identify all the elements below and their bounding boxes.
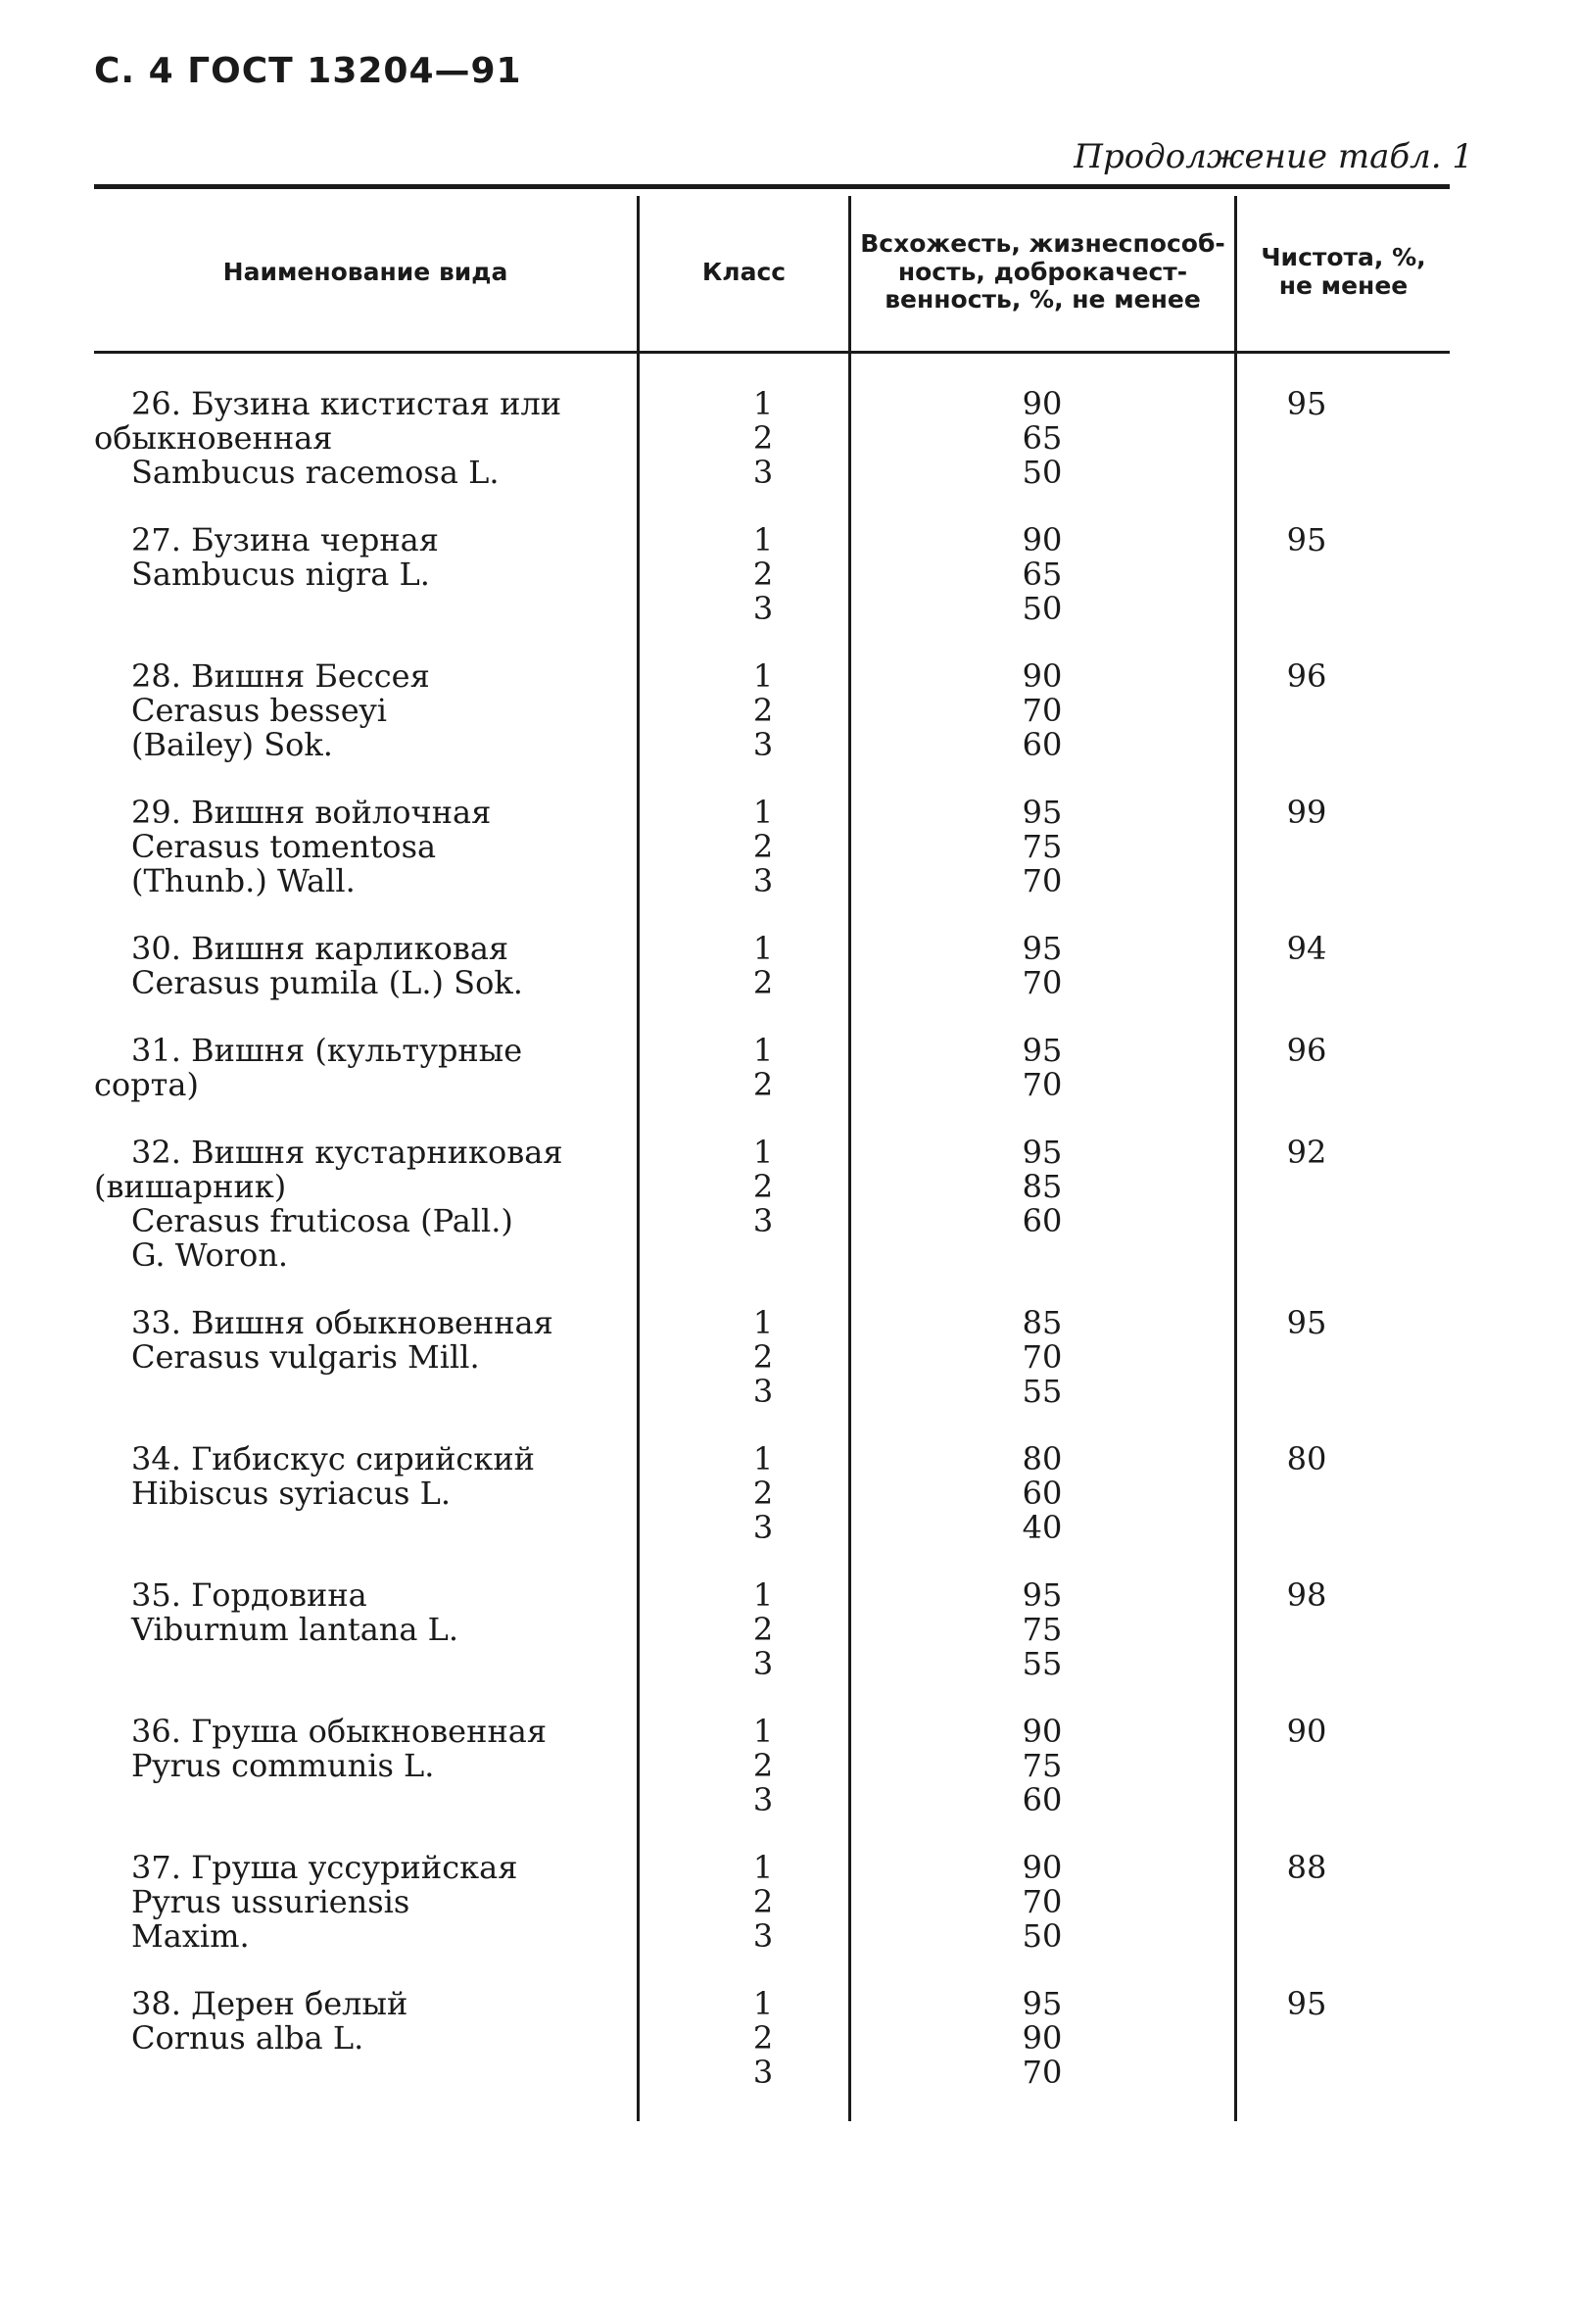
column-header-purity: [1237, 196, 1450, 349]
table-row: [94, 659, 1450, 762]
column-header-species-name: [94, 196, 637, 349]
species-name-line: Cerasus vulgaris Mill.: [131, 1338, 480, 1376]
germination-value: 40: [1022, 1509, 1063, 1546]
germination-value: 95: [1022, 930, 1063, 967]
germination-value: 60: [1022, 1475, 1063, 1512]
purity-cell: [1158, 659, 1450, 762]
species-name-line: Sambucus nigra L.: [131, 556, 430, 593]
germination-value: 60: [1022, 726, 1063, 763]
column-header-line: Всхожесть, жизнеспособ-: [860, 228, 1225, 258]
species-name-cell: [94, 932, 639, 1000]
purity-cell: [1158, 1442, 1450, 1545]
class-value: 1: [752, 1304, 774, 1341]
germination-cell: [848, 1136, 1158, 1273]
class-value: 1: [752, 657, 774, 695]
class-value: 2: [752, 556, 774, 593]
species-name-line: 29. Вишня войлочная: [131, 794, 492, 831]
class-value: 2: [752, 1883, 774, 1920]
germination-cell: [848, 523, 1158, 626]
germination-value: 90: [1022, 521, 1063, 558]
germination-cell: [848, 796, 1158, 898]
column-header-line: ность, доброкачест-: [897, 257, 1188, 286]
germination-value: 65: [1022, 419, 1063, 457]
germination-value: 95: [1022, 1134, 1063, 1171]
purity-value: 95: [1286, 385, 1327, 422]
species-name-cell: [94, 1715, 639, 1817]
class-value: 2: [752, 1168, 774, 1205]
germination-value: 50: [1022, 454, 1063, 491]
class-cell: [639, 932, 848, 1000]
species-name-line: 34. Гибискус сирийский: [131, 1440, 535, 1477]
species-name-line: сорта): [94, 1066, 199, 1103]
table-row: [94, 1578, 1450, 1681]
species-name-line: 35. Гордовина: [131, 1576, 367, 1614]
germination-value: 95: [1022, 1032, 1063, 1069]
purity-cell: [1158, 387, 1450, 490]
germination-value: 95: [1022, 794, 1063, 831]
class-value: 2: [752, 692, 774, 729]
class-value: 3: [752, 1373, 774, 1410]
species-name-line: 27. Бузина черная: [131, 521, 439, 558]
class-cell: [639, 1034, 848, 1102]
germination-cell: [848, 1442, 1158, 1545]
purity-cell: [1158, 523, 1450, 626]
species-name-cell: [94, 387, 639, 490]
class-value: 1: [752, 1713, 774, 1750]
germination-value: 75: [1022, 828, 1063, 865]
class-cell: [639, 659, 848, 762]
class-cell: [639, 1987, 848, 2090]
germination-value: 60: [1022, 1781, 1063, 1818]
class-cell: [639, 796, 848, 898]
class-value: 2: [752, 828, 774, 865]
germination-value: 90: [1022, 1713, 1063, 1750]
class-value: 3: [752, 2054, 774, 2091]
germination-value: 70: [1022, 2054, 1063, 2091]
column-header-line: не менее: [1278, 271, 1409, 300]
purity-cell: [1158, 1034, 1450, 1102]
germination-value: 85: [1022, 1304, 1063, 1341]
class-value: 3: [752, 1917, 774, 1955]
purity-value: 98: [1286, 1576, 1327, 1614]
germination-value: 55: [1022, 1373, 1063, 1410]
species-name-line: (Bailey) Sok.: [131, 726, 333, 763]
class-cell: [639, 1851, 848, 1954]
table-continuation-label: Продолжение табл. 1: [1074, 137, 1473, 176]
species-name-cell: [94, 796, 639, 898]
table-row: [94, 1715, 1450, 1817]
column-header-line: Чистота, %,: [1261, 243, 1426, 272]
table-row: [94, 796, 1450, 898]
purity-value: 95: [1286, 1304, 1327, 1341]
purity-cell: [1158, 1987, 1450, 2090]
species-name-line: 26. Бузина кистистая или: [131, 385, 562, 422]
purity-value: 92: [1286, 1134, 1327, 1171]
table-top-rule: [94, 184, 1450, 189]
species-name-cell: [94, 1851, 639, 1954]
class-value: 3: [752, 1645, 774, 1682]
class-value: 1: [752, 1985, 774, 2022]
class-value: 2: [752, 1611, 774, 1648]
germination-value: 70: [1022, 692, 1063, 729]
species-name-line: Maxim.: [131, 1917, 250, 1955]
species-name-line: 30. Вишня карликовая: [131, 930, 509, 967]
class-value: 1: [752, 1440, 774, 1477]
table-header-rule: [94, 351, 1450, 354]
column-header-line: Класс: [701, 257, 787, 286]
purity-value: 90: [1286, 1713, 1327, 1750]
purity-value: 96: [1286, 657, 1327, 695]
germination-value: 75: [1022, 1747, 1063, 1784]
class-value: 1: [752, 930, 774, 967]
species-name-cell: [94, 1442, 639, 1545]
purity-cell: [1158, 796, 1450, 898]
species-name-line: 33. Вишня обыкновенная: [131, 1304, 553, 1341]
purity-value: 95: [1286, 521, 1327, 558]
purity-value: 99: [1286, 794, 1327, 831]
class-cell: [639, 1442, 848, 1545]
table-row: [94, 523, 1450, 626]
table-row: [94, 387, 1450, 490]
germination-cell: [848, 659, 1158, 762]
germination-value: 55: [1022, 1645, 1063, 1682]
class-value: 3: [752, 1781, 774, 1818]
germination-value: 70: [1022, 1066, 1063, 1103]
germination-value: 50: [1022, 590, 1063, 627]
table-row: [94, 1851, 1450, 1954]
germination-value: 70: [1022, 964, 1063, 1001]
purity-value: 80: [1286, 1440, 1327, 1477]
purity-cell: [1158, 1306, 1450, 1409]
class-value: 1: [752, 794, 774, 831]
species-name-line: 38. Дерен белый: [131, 1985, 408, 2022]
germination-cell: [848, 1715, 1158, 1817]
species-name-line: Sambucus racemosa L.: [131, 454, 500, 491]
class-cell: [639, 523, 848, 626]
purity-cell: [1158, 1851, 1450, 1954]
purity-cell: [1158, 932, 1450, 1000]
species-name-line: Cerasus besseyi: [131, 692, 387, 729]
purity-value: 94: [1286, 930, 1327, 967]
species-name-line: Pyrus communis L.: [131, 1747, 435, 1784]
species-name-line: (вишарник): [94, 1168, 287, 1205]
class-cell: [639, 1715, 848, 1817]
germination-cell: [848, 387, 1158, 490]
species-name-line: Hibiscus syriacus L.: [131, 1475, 452, 1512]
species-name-line: Cornus alba L.: [131, 2019, 364, 2057]
column-header-class: [640, 196, 848, 349]
table-row: [94, 1306, 1450, 1409]
species-name-line: G. Woron.: [131, 1236, 289, 1274]
species-name-cell: [94, 659, 639, 762]
germination-value: 80: [1022, 1440, 1063, 1477]
class-cell: [639, 1136, 848, 1273]
germination-value: 60: [1022, 1202, 1063, 1239]
purity-value: 95: [1286, 1985, 1327, 2022]
class-value: 2: [752, 1747, 774, 1784]
germination-value: 65: [1022, 556, 1063, 593]
species-name-line: 32. Вишня кустарниковая: [131, 1134, 563, 1171]
germination-value: 75: [1022, 1611, 1063, 1648]
species-name-cell: [94, 1578, 639, 1681]
purity-cell: [1158, 1136, 1450, 1273]
species-name-line: Cerasus pumila (L.) Sok.: [131, 964, 523, 1001]
germination-value: 50: [1022, 1917, 1063, 1955]
column-header-line: Наименование вида: [222, 257, 508, 286]
class-value: 3: [752, 1509, 774, 1546]
species-name-line: Pyrus ussuriensis: [131, 1883, 410, 1920]
class-value: 2: [752, 964, 774, 1001]
species-name-line: Cerasus fruticosa (Pall.): [131, 1202, 513, 1239]
class-value: 3: [752, 590, 774, 627]
germination-value: 95: [1022, 1576, 1063, 1614]
germination-cell: [848, 1851, 1158, 1954]
species-name-line: (Thunb.) Wall.: [131, 862, 356, 899]
germination-value: 85: [1022, 1168, 1063, 1205]
germination-value: 70: [1022, 1883, 1063, 1920]
species-name-cell: [94, 523, 639, 626]
table-row: [94, 1987, 1450, 2090]
germination-value: 90: [1022, 1849, 1063, 1886]
class-value: 2: [752, 1338, 774, 1376]
class-cell: [639, 1306, 848, 1409]
species-name-line: 28. Вишня Бессея: [131, 657, 430, 695]
column-header-line: венность, %, не менее: [885, 285, 1201, 315]
germination-cell: [848, 1987, 1158, 2090]
class-value: 1: [752, 1032, 774, 1069]
class-cell: [639, 387, 848, 490]
purity-value: 88: [1286, 1849, 1327, 1886]
germination-cell: [848, 932, 1158, 1000]
class-value: 2: [752, 419, 774, 457]
purity-cell: [1158, 1715, 1450, 1817]
table-body: [94, 387, 1450, 2123]
species-name-cell: [94, 1136, 639, 1273]
page-reference: С. 4 ГОСТ 13204—91: [94, 51, 522, 91]
class-value: 1: [752, 385, 774, 422]
species-name-line: Viburnum lantana L.: [131, 1611, 459, 1648]
germination-value: 95: [1022, 1985, 1063, 2022]
species-name-line: 31. Вишня (культурные: [131, 1032, 523, 1069]
class-value: 2: [752, 1066, 774, 1103]
class-value: 3: [752, 1202, 774, 1239]
table-row: [94, 1136, 1450, 1273]
germination-cell: [848, 1034, 1158, 1102]
species-name-line: 37. Груша уссурийская: [131, 1849, 518, 1886]
class-value: 3: [752, 454, 774, 491]
purity-cell: [1158, 1578, 1450, 1681]
germination-cell: [848, 1578, 1158, 1681]
germination-value: 70: [1022, 862, 1063, 899]
table-row: [94, 1034, 1450, 1102]
column-header-germination: [851, 196, 1234, 349]
table-row: [94, 932, 1450, 1000]
germination-value: 90: [1022, 2019, 1063, 2057]
class-value: 1: [752, 1849, 774, 1886]
species-name-line: Cerasus tomentosa: [131, 828, 437, 865]
class-value: 2: [752, 1475, 774, 1512]
class-value: 3: [752, 862, 774, 899]
class-value: 1: [752, 1134, 774, 1171]
class-value: 2: [752, 2019, 774, 2057]
germination-cell: [848, 1306, 1158, 1409]
germination-value: 90: [1022, 385, 1063, 422]
table-row: [94, 1442, 1450, 1545]
species-name-line: 36. Груша обыкновенная: [131, 1713, 548, 1750]
species-name-cell: [94, 1987, 639, 2090]
species-name-cell: [94, 1306, 639, 1409]
species-name-cell: [94, 1034, 639, 1102]
class-value: 3: [752, 726, 774, 763]
class-cell: [639, 1578, 848, 1681]
germination-value: 70: [1022, 1338, 1063, 1376]
class-value: 1: [752, 521, 774, 558]
species-name-line: обыкновенная: [94, 419, 333, 457]
class-value: 1: [752, 1576, 774, 1614]
germination-value: 90: [1022, 657, 1063, 695]
purity-value: 96: [1286, 1032, 1327, 1069]
